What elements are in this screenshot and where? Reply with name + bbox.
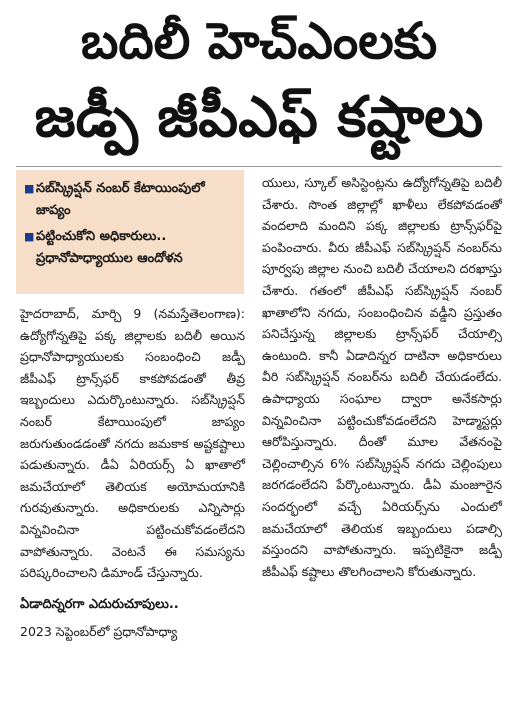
headline-rule [16, 166, 502, 167]
headline [0, 8, 518, 158]
highlight-item [24, 226, 238, 270]
article-paragraph: యులు, స్కూల్ అసిస్టెంట్లను ఉద్యోగోన్నతిపై బదిలీ చేశారు. సొంత జిల్లాల్లో ఖాళీలు లేకపోవడంతో వందలాది మందిని పక్క జిల్లాలకు ట్రాన్స్‌ఫర్‌పై పంపించారు. వీరు జీపీఎఫ్ సబ్‌స్క్రిప్షన్ నంబర్‌ను పూర్వపు జిల్లాల నుంచి బదిలీ చేయాలని దరఖాస్తు చేశారు. గతంలో జీపీఎఫ్ సబ్‌స్క్రిప్షన్ నంబర్ ఖాతాలోని నగదు, సంబంధించిన వడ్డీని ప్రస్తుతం పనిచేస్తున్న జిల్లాలకు ట్రాన్స్‌ఫర్ చేయాల్సి ఉంటుంది. కానీ ఏడాదిన్నర దాటినా అధికారులు వీరి సబ్‌స్క్రిప్షన్ నంబర్‌ను బదిలీ చేయడంలేదు. ఉపాధ్యాయ సంఘాల ద్వారా అనేకసార్లు విన్నవించినా పట్టించుకోవడంలేదని హెడ్మాస్టర్లు ఆరోపిస్తున్నారు. దీంతో మూల వేతనంపై చెల్లించాల్సిన 6% సబ్‌స్క్రిప్షన్ నగదు చెల్లింపులు జరగడంలేదని పేర్కొంటున్నారు. డీఏ మంజూరైన సందర్భంలో వచ్చే ఏరియర్స్‌ను ఎందులో జమచేయాలో తెలియక ఇబ్బందులు పడాల్సి వస్తుందని వాపోతున్నారు. ఇప్పటికైనా జడ్పీ జీపీఎఫ్ కష్టాలు తొలగించాలని కోరుతున్నారు. [262, 175, 502, 579]
bullet-square-icon: ■ [24, 182, 35, 195]
highlight-box [16, 170, 244, 294]
highlight-text: సబ్‌స్క్రిప్షన్ నంబర్ కేటాయింపులో జాప్యం [36, 181, 205, 218]
headline-line-2: జడ్పీ జీపీఎఫ్ కష్టాలు [34, 85, 484, 150]
article-subhead: ఏడాదిన్నరగా ఎదురుచూపులు.. [20, 596, 179, 612]
bullet-square-icon: ■ [24, 230, 35, 243]
article-dateline-paragraph: హైదరాబాద్, మార్చి 9 (నమస్తేతెలంగాణ): ఉద్యోగోన్నతిపై పక్క జిల్లాలకు బదిలీ అయిన ప్రధానోపాధ్యాయులకు సంబంధించి జడ్పీ జీపీఎఫ్ ట్రాన్స్‌ఫర్ కాకపోవడంతో తీవ్ర ఇబ్బందులు ఎదుర్కొంటున్నారు. సబ్‌స్క్రిప్షన్ నంబర్ కేటాయింపులో జాప్యం జరుగుతుండడంతో నగదు జమకాక అష్టకష్టాలు పడుతున్నారు. డీఏ ఏరియర్స్ ఏ ఖాతాలో జమచేయాలో తెలియక అయోమయానికి గురవుతున్నారు. అధికారులకు ఎన్నిసార్లు విన్నవించినా పట్టించుకోవడంలేదని వాపోతున్నారు. వెంటనే ఈ సమస్యను పరిష్కరించాలని డిమాండ్ చేస్తున్నారు. [20, 306, 245, 581]
highlight-text: పట్టించుకోని అధికారులు.. ప్రధానోపాధ్యాయుల ఆందోళన [36, 229, 183, 266]
highlight-item [24, 178, 238, 222]
headline-line-1: బదిలీ హెచ్ఎంలకు [80, 12, 438, 70]
article-right-column [262, 172, 502, 582]
article-left-column [20, 303, 245, 643]
article-paragraph: 2023 సెప్టెంబర్‌లో ప్రధానోపాధ్యా [20, 624, 178, 640]
